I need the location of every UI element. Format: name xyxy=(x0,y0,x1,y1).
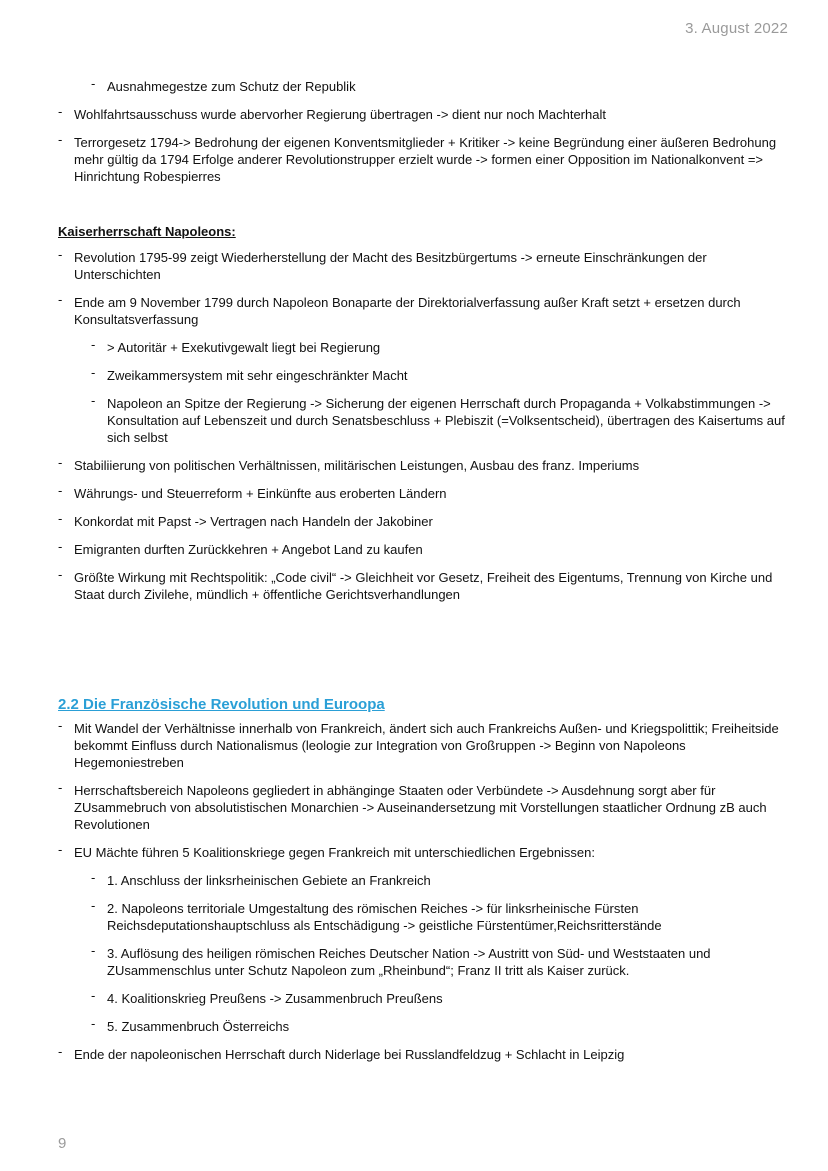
list-item-text: 1. Anschluss der linksrheinischen Gebiete an Frankreich xyxy=(107,873,431,888)
list-item-text: Emigranten durften Zurückkehren + Angebot Land zu kaufen xyxy=(74,542,423,557)
dash-bullet-icon: - xyxy=(91,943,96,958)
dash-bullet-icon: - xyxy=(58,567,63,582)
page-date: 3. August 2022 xyxy=(685,20,788,37)
list-item-text: Revolution 1795-99 zeigt Wiederherstellung der Macht des Besitzbürgertums -> erneute Einschränkungen der Unterschichten xyxy=(74,250,707,282)
block-1-list xyxy=(58,78,793,185)
dash-bullet-icon: - xyxy=(91,76,96,91)
dash-bullet-icon: - xyxy=(91,337,96,352)
list-item-text: Ende der napoleonischen Herrschaft durch Niderlage bei Russlandfeldzug + Schlacht in Leipzig xyxy=(74,1047,625,1062)
kaiserherrschaft-list xyxy=(58,249,793,603)
list-item xyxy=(58,249,793,283)
list-item xyxy=(58,106,793,123)
europa-list xyxy=(58,720,793,1063)
list-item-text: > Autoritär + Exekutivgewalt liegt bei Regierung xyxy=(107,340,381,355)
list-item xyxy=(58,945,793,979)
dash-bullet-icon: - xyxy=(58,539,63,554)
list-item-text: Stabiliierung von politischen Verhältnissen, militärischen Leistungen, Ausbau des franz. Imperiums xyxy=(74,458,640,473)
dash-bullet-icon: - xyxy=(91,365,96,380)
list-item xyxy=(58,872,793,889)
list-item xyxy=(58,513,793,530)
list-item-text: Währungs- und Steuerreform + Einkünfte aus eroberten Ländern xyxy=(74,486,447,501)
list-item-text: 2. Napoleons territoriale Umgestaltung des römischen Reiches -> für linksrheinische Fürsten Reichsdeputationshauptschluss als Entschädigung -> geistliche Fürstentümer,Reichsritterstände xyxy=(107,901,662,933)
dash-bullet-icon: - xyxy=(58,718,63,733)
page-content xyxy=(58,78,793,1074)
list-item xyxy=(58,1018,793,1035)
list-item-text: Größte Wirkung mit Rechtspolitik: „Code civil“ -> Gleichheit vor Gesetz, Freiheit des Eigentums, Trennung von Kirche und Staat durch Zivilehe, mündlich + öffentliche Gerichtsverhandlungen xyxy=(74,570,773,602)
list-item xyxy=(58,367,793,384)
dash-bullet-icon: - xyxy=(58,104,63,119)
dash-bullet-icon: - xyxy=(91,393,96,408)
list-item xyxy=(58,1046,793,1063)
list-item xyxy=(58,569,793,603)
list-item xyxy=(58,339,793,356)
list-item xyxy=(58,395,793,446)
list-item-text: 3. Auflösung des heiligen römischen Reiches Deutscher Nation -> Austritt von Süd- und Weststaaten und ZUsammenschlus unter Schutz Napoleon zum „Rheinbund“; Franz II tritt als Kaiser zurück. xyxy=(107,946,711,978)
list-item-text: Terrorgesetz 1794-> Bedrohung der eigenen Konventsmitglieder + Kritiker -> keine Begründung einer äußeren Bedrohung mehr gültig da 1794 Erfolge anderer Revolutionstrupper erzielt wurde -> formen einer Opposition im Nationalkonvent => Hinrichtung Robespierres xyxy=(74,135,777,184)
dash-bullet-icon: - xyxy=(58,455,63,470)
list-item xyxy=(58,541,793,558)
dash-bullet-icon: - xyxy=(58,511,63,526)
list-item-text: Herrschaftsbereich Napoleons gegliedert in abhänginge Staaten oder Verbündete -> Ausdehnung sorgt aber für ZUsammebruch von absolutistischen Monarchien -> Auseinandersetzung mit Vorstellungen staatlicher Ordnung zB auch Revolutionen xyxy=(74,783,767,832)
list-item-text: Wohlfahrtsausschuss wurde abervorher Regierung übertragen -> dient nur noch Machterhalt xyxy=(74,107,606,122)
dash-bullet-icon: - xyxy=(58,483,63,498)
list-item xyxy=(58,782,793,833)
list-item-text: 5. Zusammenbruch Österreichs xyxy=(107,1019,290,1034)
list-item xyxy=(58,78,793,95)
dash-bullet-icon: - xyxy=(58,780,63,795)
dash-bullet-icon: - xyxy=(58,132,63,147)
dash-bullet-icon: - xyxy=(91,870,96,885)
list-item-text: Konkordat mit Papst -> Vertragen nach Handeln der Jakobiner xyxy=(74,514,433,529)
list-item xyxy=(58,294,793,328)
page-number: 9 xyxy=(58,1135,67,1152)
dash-bullet-icon: - xyxy=(58,247,63,262)
list-item-text: Ausnahmegestze zum Schutz der Republik xyxy=(107,79,356,94)
dash-bullet-icon: - xyxy=(91,1016,96,1031)
dash-bullet-icon: - xyxy=(58,842,63,857)
chapter-heading-europa: 2.2 Die Französische Revolution und Euroopa xyxy=(58,696,385,713)
list-item-text: Mit Wandel der Verhältnisse innerhalb von Frankreich, ändert sich auch Frankreichs Außen- und Kriegspolittik; Freiheitside bekommt Einfluss durch Nationalismus (leologie zur Integration von Großruppen -> Beginn von Napoleons Hegemoniestreben xyxy=(74,721,779,770)
list-item xyxy=(58,134,793,185)
list-item xyxy=(58,720,793,771)
list-item xyxy=(58,844,793,861)
dash-bullet-icon: - xyxy=(58,1044,63,1059)
list-item xyxy=(58,457,793,474)
list-item-text: Ende am 9 November 1799 durch Napoleon Bonaparte der Direktorialverfassung außer Kraft setzt + ersetzen durch Konsultatsverfassung xyxy=(74,295,741,327)
dash-bullet-icon: - xyxy=(91,898,96,913)
list-item xyxy=(58,990,793,1007)
list-item-text: Zweikammersystem mit sehr eingeschränkter Macht xyxy=(107,368,408,383)
list-item xyxy=(58,485,793,502)
list-item-text: Napoleon an Spitze der Regierung -> Sicherung der eigenen Herrschaft durch Propaganda + Volkabstimmungen -> Konsultation auf Lebenszeit und durch Senatsbeschluss + Plebiszit (=Volksentscheid), übertragen des Kaisertums auf sich selbst xyxy=(107,396,785,445)
section-heading-kaiserherrschaft: Kaiserherrschaft Napoleons: xyxy=(58,224,236,239)
list-item-text: EU Mächte führen 5 Koalitionskriege gegen Frankreich mit unterschiedlichen Ergebnissen: xyxy=(74,845,596,860)
list-item xyxy=(58,900,793,934)
dash-bullet-icon: - xyxy=(91,988,96,1003)
dash-bullet-icon: - xyxy=(58,292,63,307)
list-item-text: 4. Koalitionskrieg Preußens -> Zusammenbruch Preußens xyxy=(107,991,443,1006)
